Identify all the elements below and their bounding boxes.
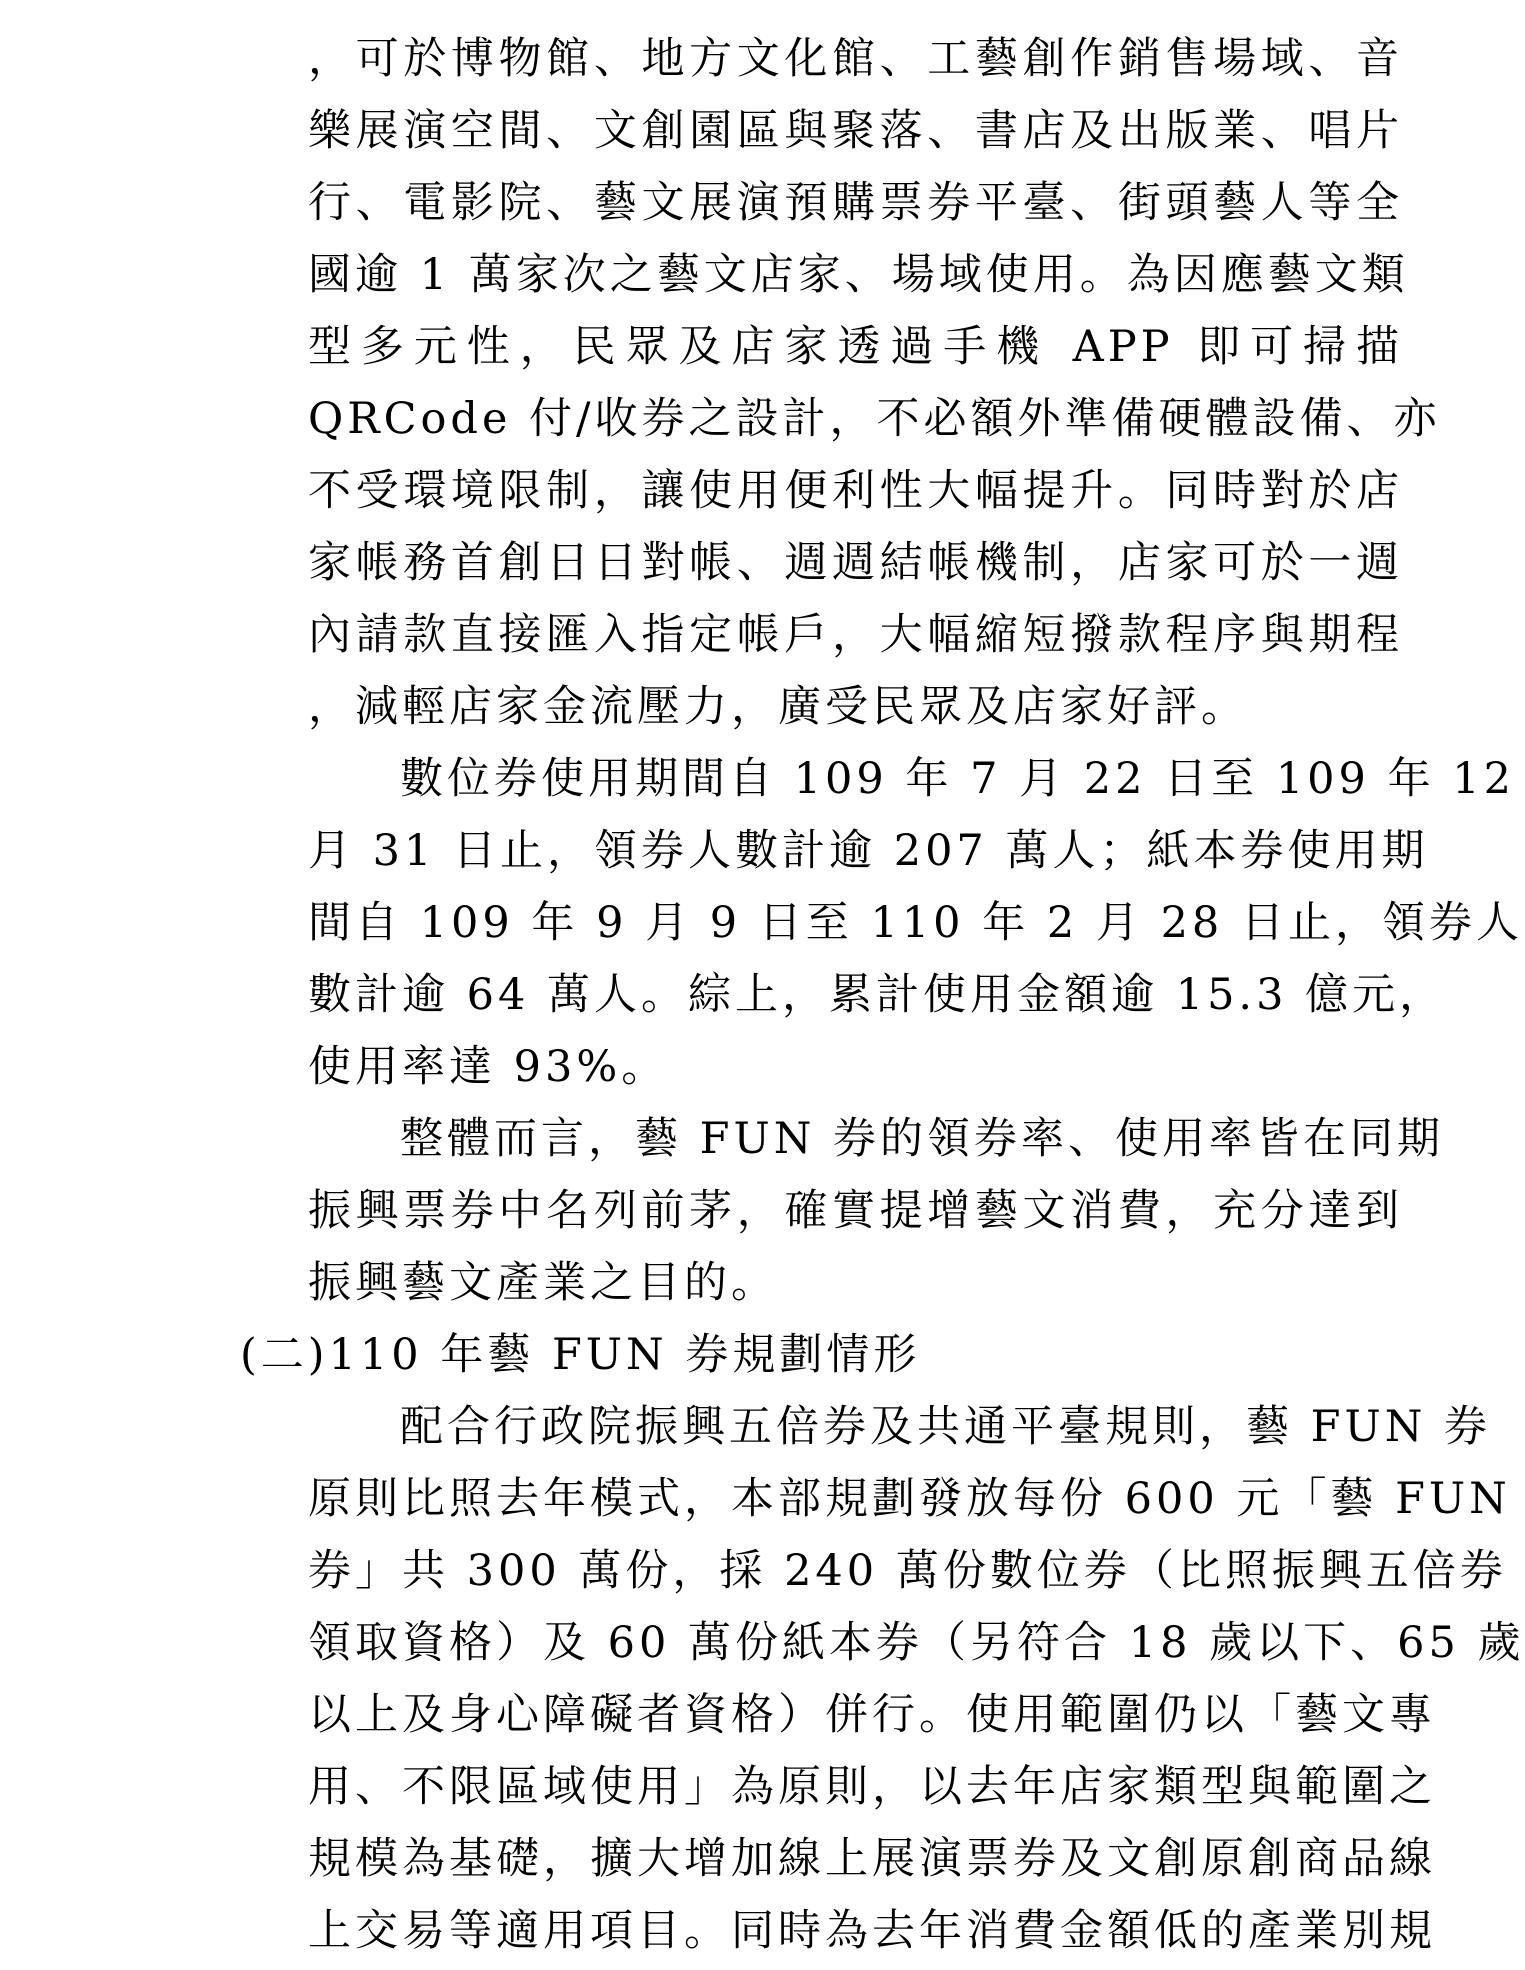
text-line: 規模為基礎，擴大增加線上展演票券及文創原創商品線 [308,1834,1436,1884]
text-line: 用、不限區域使用」為原則，以去年店家類型與範圍之 [308,1762,1436,1812]
text-line: 券」共 300 萬份，採 240 萬份數位券（比照振興五倍券 [308,1546,1507,1596]
text-line: 原則比照去年模式，本部規劃發放每份 600 元「藝 FUN [308,1474,1511,1524]
text-line: ，可於博物館、地方文化館、工藝創作銷售場域、音 [308,34,1403,84]
text-line: 數位券使用期間自 109 年 7 月 22 日至 109 年 12 [400,754,1515,804]
text-line: 國逾 1 萬家次之藝文店家、場域使用。為因應藝文類 [308,250,1409,300]
text-line: 以上及身心障礙者資格）併行。使用範圍仍以「藝文專 [308,1690,1436,1740]
text-line: 振興藝文產業之目的。 [308,1258,778,1308]
text-line: 間自 109 年 9 月 9 日至 110 年 2 月 28 日止，領券人 [308,898,1523,948]
text-line: 行、電影院、藝文展演預購票券平臺、街頭藝人等全 [308,178,1403,228]
text-line: 型多元性，民眾及店家透過手機 APP 即可掃描 [308,322,1403,372]
text-line: QRCode 付/收券之設計，不必額外準備硬體設備、亦 [308,394,1441,444]
text-line: 使用率達 93%。 [308,1042,669,1092]
text-line: 配合行政院振興五倍券及共通平臺規則，藝 FUN 券 [400,1402,1492,1452]
text-line: 家帳務首創日日對帳、週週結帳機制，店家可於一週 [308,538,1403,588]
text-line: 不受環境限制，讓使用便利性大幅提升。同時對於店 [308,466,1403,516]
text-line: 內請款直接匯入指定帳戶，大幅縮短撥款程序與期程 [308,610,1403,660]
text-line: 樂展演空間、文創園區與聚落、書店及出版業、唱片 [308,106,1403,156]
section-heading: (二)110 年藝 FUN 券規劃情形 [240,1330,921,1380]
text-line: 領取資格）及 60 萬份紙本券（另符合 18 歲以下、65 歲 [308,1618,1525,1668]
text-line: 振興票券中名列前茅，確實提增藝文消費，充分達到 [308,1186,1403,1236]
text-line: 上交易等適用項目。同時為去年消費金額低的產業別規 [308,1906,1436,1956]
text-line: ，減輕店家金流壓力，廣受民眾及店家好評。 [308,682,1248,732]
text-line: 月 31 日止，領券人數計逾 207 萬人；紙本券使用期 [308,826,1429,876]
text-line: 整體而言，藝 FUN 券的領券率、使用率皆在同期 [400,1114,1445,1164]
text-line: 數計逾 64 萬人。綜上，累計使用金額逾 15.3 億元， [308,970,1447,1020]
